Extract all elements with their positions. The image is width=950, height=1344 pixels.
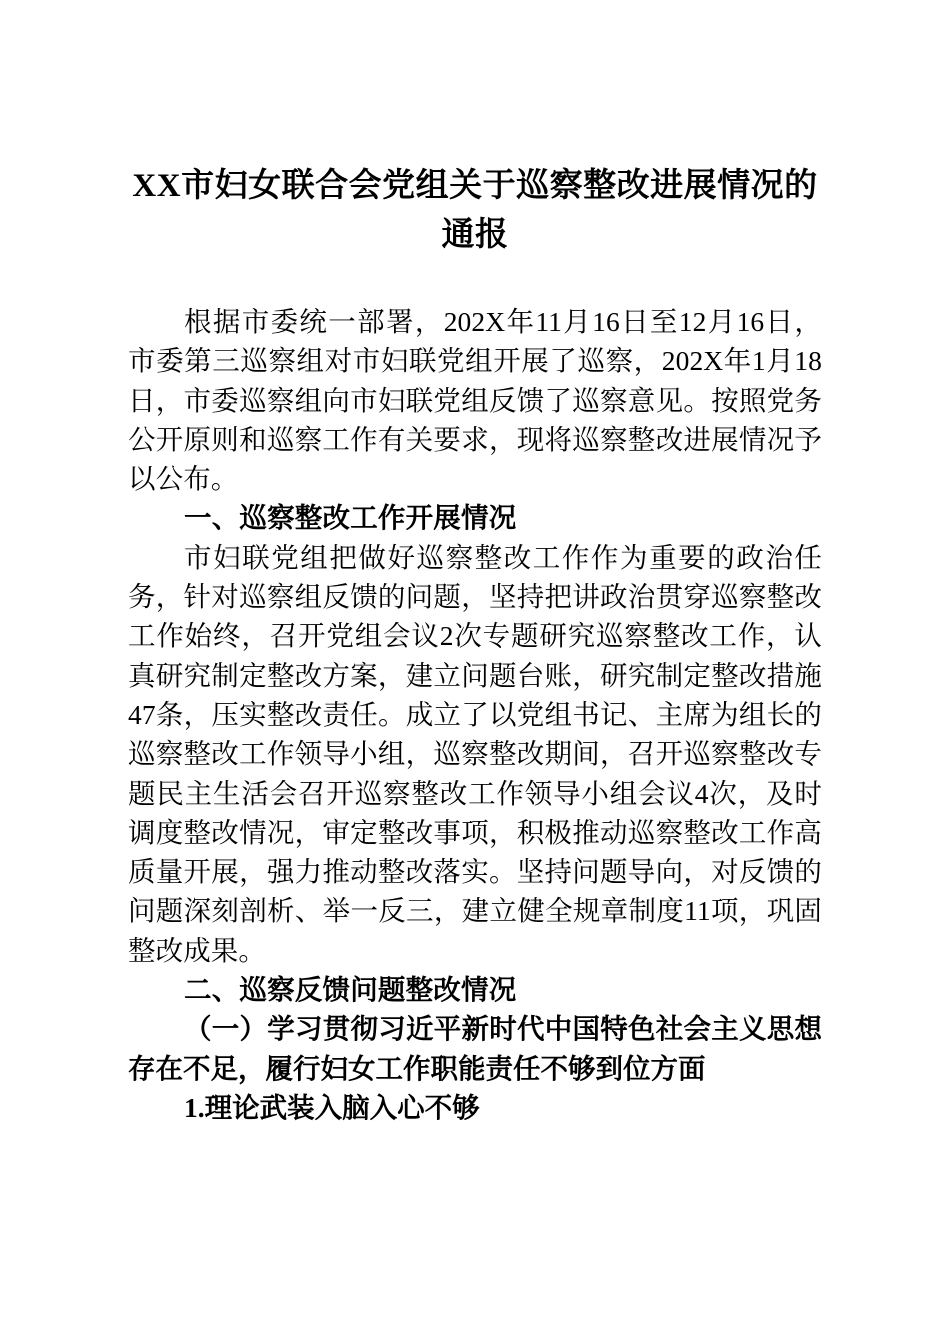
section-heading-one: 一、巡察整改工作开展情况 — [184, 502, 517, 534]
section-one-body: 市妇联党组把做好巡察整改工作作为重要的政治任务，针对巡察组反馈的问题，坚持把讲政治贯穿巡察整改工作始终，召开党组会议2次专题研究巡察整改工作，认真研究制定整改方案，建立问题台账，研究制定整改措施47条，压实整改责任。成立了以党组书记、主席为组长的巡察整改工作领导小组，巡察整改期间，召开巡察整改专题民主生活会召开巡察整改工作领导小组会议4次，及时调度整改情况，审定整改事项，积极推动巡察整改工作高质量开展，强力推动整改落实。坚持问题导向，对反馈的问题深刻剖析、举一反三，建立健全规章制度11项，巩固整改成果。 — [128, 541, 822, 966]
item-heading-1: 1.理论武装入脑入心不够 — [184, 1091, 480, 1123]
page-title: XX市妇女联合会党组关于巡察整改进展情况的通报 — [132, 168, 818, 253]
document-content — [128, 0, 822, 1127]
section-heading-two: 二、巡察反馈问题整改情况 — [184, 974, 517, 1006]
document-body — [128, 302, 822, 1127]
sub-heading-one: （一）学习贯彻习近平新时代中国特色社会主义思想存在不足，履行妇女工作职能责任不够到位方面 — [128, 1013, 822, 1084]
intro-paragraph: 根据市委统一部署，202X年11月16日至12月16日，市委第三巡察组对市妇联党组开展了巡察，202X年1月18日，市委巡察组向市妇联党组反馈了巡察意见。按照党务公开原则和巡察工作有关要求，现将巡察整改进展情况予以公布。 — [128, 306, 822, 495]
